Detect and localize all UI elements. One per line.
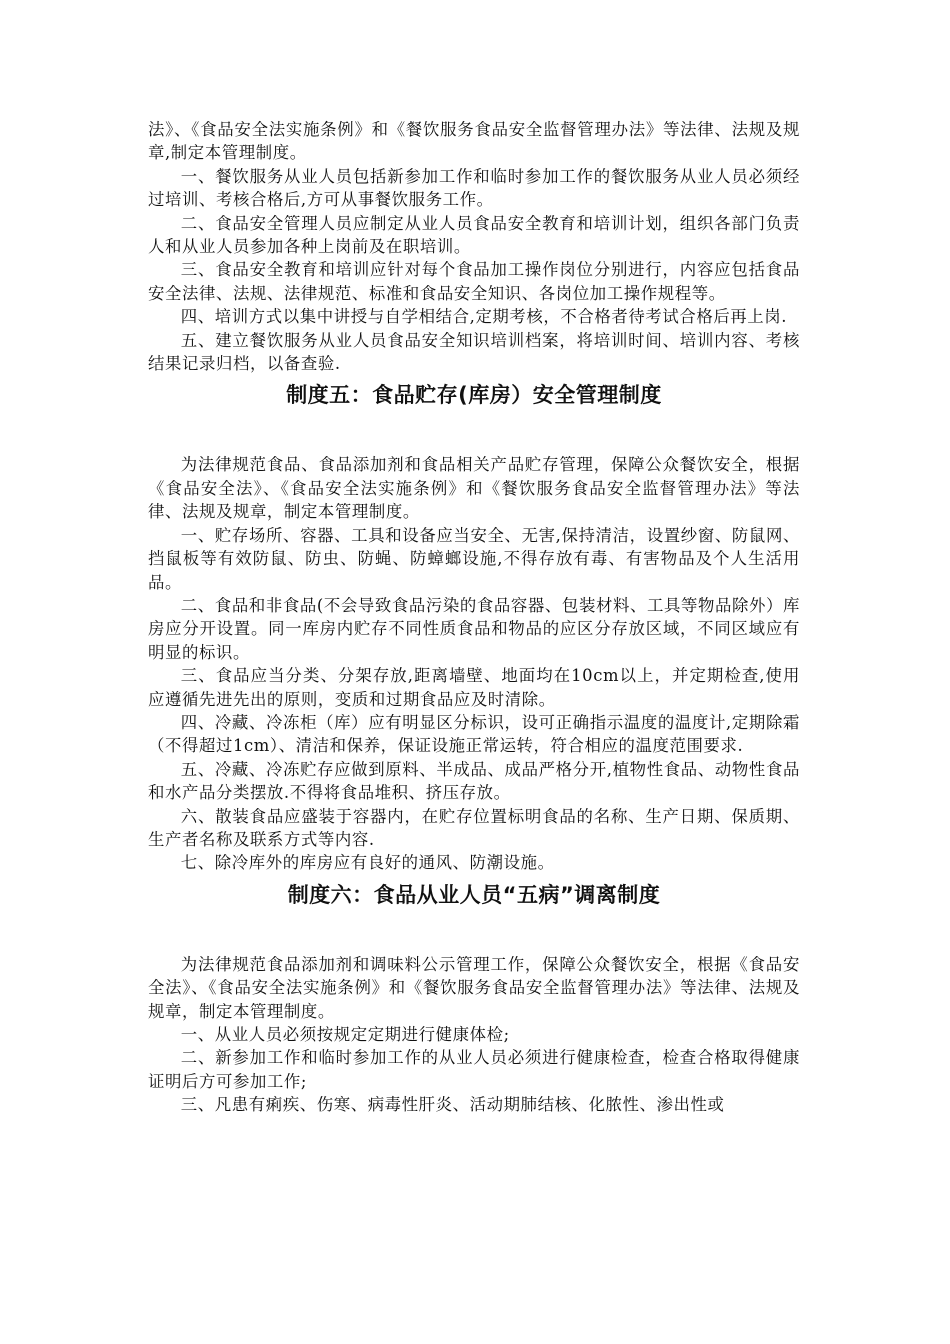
section5-item-7: 七、除冷库外的库房应有良好的通风、防潮设施。 [180,853,555,873]
intro-item-1: 一、餐饮服务从业人员包括新参加工作和临时参加工作的餐饮服务从业人员必须经过培训、考核合格后,方可从事餐饮服务工作。 [148,166,800,210]
section5-item-1: 一、贮存场所、容器、工具和设备应当安全、无害,保持清洁，设置纱窗、防鼠网、挡鼠板等有效防鼠、防虫、防蝇、防蟑螂设施,不得存放有毒、有害物品及个人生活用品。 [148,525,800,592]
section5-item-2: 二、食品和非食品(不会导致食品污染的食品容器、包装材料、工具等物品除外）库房应分开设置。同一库房内贮存不同性质食品和物品的应区分存放区域，不同区域应有明显的标识。 [148,595,800,662]
section5-preamble: 为法律规范食品、食品添加剂和食品相关产品贮存管理，保障公众餐饮安全，根据《食品安全法》、《食品安全法实施条例》和《餐饮服务食品安全监督管理办法》等法律、法规及规章，制定本管理制度。 [148,455,800,522]
section6-item-3: 三、凡患有痢疾、伤寒、病毒性肝炎、活动期肺结核、化脓性、渗出性或 [180,1095,725,1115]
intro-item-5: 五、建立餐饮服务从业人员食品安全知识培训档案，将培训时间、培训内容、考核结果记录归档，以备查验. [148,330,800,374]
intro-item-4: 四、培训方式以集中讲授与自学相结合,定期考核，不合格者待考试合格后再上岗. [180,307,788,327]
section6-item-1: 一、从业人员必须按规定定期进行健康体检; [180,1025,510,1044]
section5-item-4: 四、冷藏、冷冻柜（库）应有明显区分标识，设可正确指示温度的温度计,定期除霜（不得超过1cm）、清洁和保养，保证设施正常运转，符合相应的温度范围要求. [148,712,800,756]
section5-item-6: 六、散装食品应盛装于容器内，在贮存位置标明食品的名称、生产日期、保质期、生产者名称及联系方式等内容. [148,806,800,849]
section5-title: 制度五：食品贮存(库房）安全管理制度 [286,383,662,408]
intro-item-2: 二、食品安全管理人员应制定从业人员食品安全教育和培训计划，组织各部门负责人和从业人员参加各种上岗前及在职培训。 [148,213,800,257]
section6-title: 制度六：食品从业人员“五病”调离制度 [287,882,661,907]
intro-item-3: 三、食品安全教育和培训应针对每个食品加工操作岗位分别进行，内容应包括食品安全法律、法规、法律规范、标准和食品安全知识、各岗位加工操作规程等。 [148,260,800,303]
section6-item-2: 二、新参加工作和临时参加工作的从业人员必须进行健康检查，检查合格取得健康证明后方可参加工作; [148,1048,800,1091]
section5-item-5: 五、冷藏、冷冻贮存应做到原料、半成品、成品严格分开,植物性食品、动物性食品和水产品分类摆放.不得将食品堆积、挤压存放。 [148,759,800,803]
section6-preamble: 为法律规范食品添加剂和调味料公示管理工作，保障公众餐饮安全，根据《食品安全法》、《食品安全法实施条例》和《餐饮服务食品安全监督管理办法》等法律、法规及规章，制定本管理制度。 [148,954,800,1021]
section5-item-3: 三、食品应当分类、分架存放,距离墙壁、地面均在10cm以上，并定期检查,使用应遵循先进先出的原则，变质和过期食品应及时清除。 [148,666,800,709]
intro-continuation: 法》、《食品安全法实施条例》和《餐饮服务食品安全监督管理办法》等法律、法规及规章,制定本管理制度。 [148,120,800,163]
